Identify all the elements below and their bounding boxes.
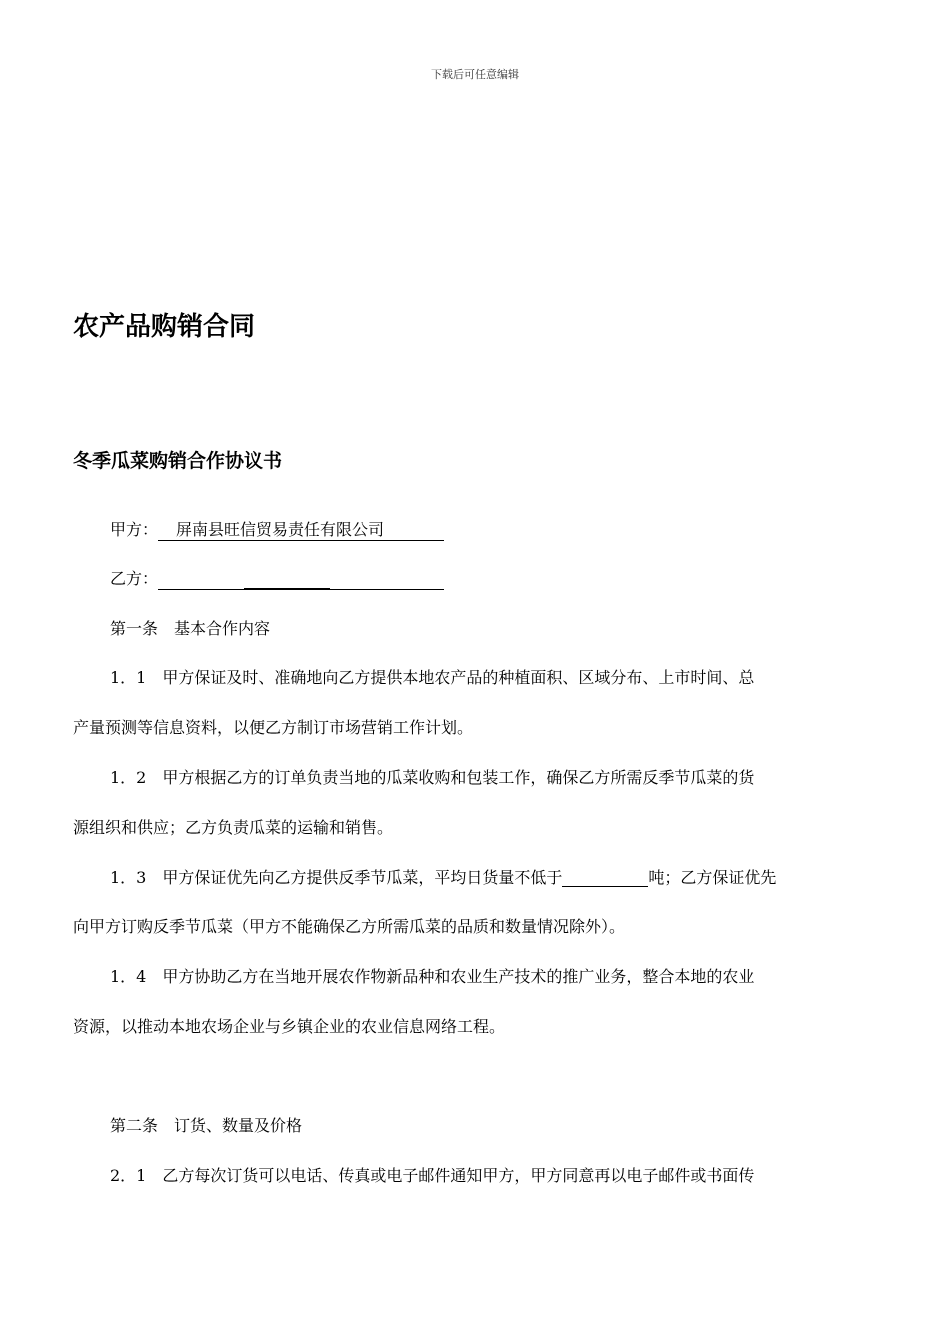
article2-heading: 第二条 订货、数量及价格 xyxy=(110,1116,303,1135)
clause-1-4-line2: 资源，以推动本地农场企业与乡镇企业的农业信息网络工程。 xyxy=(73,1017,506,1036)
clause-1-3-line1 xyxy=(110,868,776,888)
party-b-label: 乙方： xyxy=(110,569,159,588)
document-subtitle: 冬季瓜菜购销合作协议书 xyxy=(73,450,283,472)
clause-1-1-line2: 产量预测等信息资料，以便乙方制订市场营销工作计划。 xyxy=(73,718,474,737)
clause-1-1-line1: 1．1 甲方保证及时、准确地向乙方提供本地农产品的种植面积、区域分布、上市时间、总 xyxy=(110,668,755,687)
daily-quantity-blank xyxy=(562,868,648,887)
party-a-line xyxy=(110,520,444,541)
clause-1-2-line1: 1．2 甲方根据乙方的订单负责当地的瓜菜收购和包装工作，确保乙方所需反季节瓜菜的货 xyxy=(110,768,755,787)
document-title: 农产品购销合同 xyxy=(73,312,256,342)
clause-1-2-line2: 源组织和供应；乙方负责瓜菜的运输和销售。 xyxy=(73,818,394,837)
header-note: 下载后可任意编辑 xyxy=(431,68,519,81)
clause-1-3-after: 吨；乙方保证优先 xyxy=(648,868,777,887)
party-a-label: 甲方： xyxy=(110,520,159,539)
clause-1-3-before: 1．3 甲方保证优先向乙方提供反季节瓜菜，平均日货量不低于 xyxy=(110,868,563,887)
party-b-line xyxy=(110,569,444,590)
party-b-field xyxy=(158,569,444,590)
clause-2-1-line1: 2．1 乙方每次订货可以电话、传真或电子邮件通知甲方，甲方同意再以电子邮件或书面传 xyxy=(110,1166,755,1185)
clause-1-3-line2: 向甲方订购反季节瓜菜（甲方不能确保乙方所需瓜菜的品质和数量情况除外）。 xyxy=(73,917,626,936)
party-a-value: 屏南县旺信贸易责任有限公司 xyxy=(176,520,385,539)
party-a-field xyxy=(158,520,444,541)
clause-1-4-line1: 1．4 甲方协助乙方在当地开展农作物新品种和农业生产技术的推广业务，整合本地的农业 xyxy=(110,967,755,986)
article1-heading: 第一条 基本合作内容 xyxy=(110,619,271,638)
